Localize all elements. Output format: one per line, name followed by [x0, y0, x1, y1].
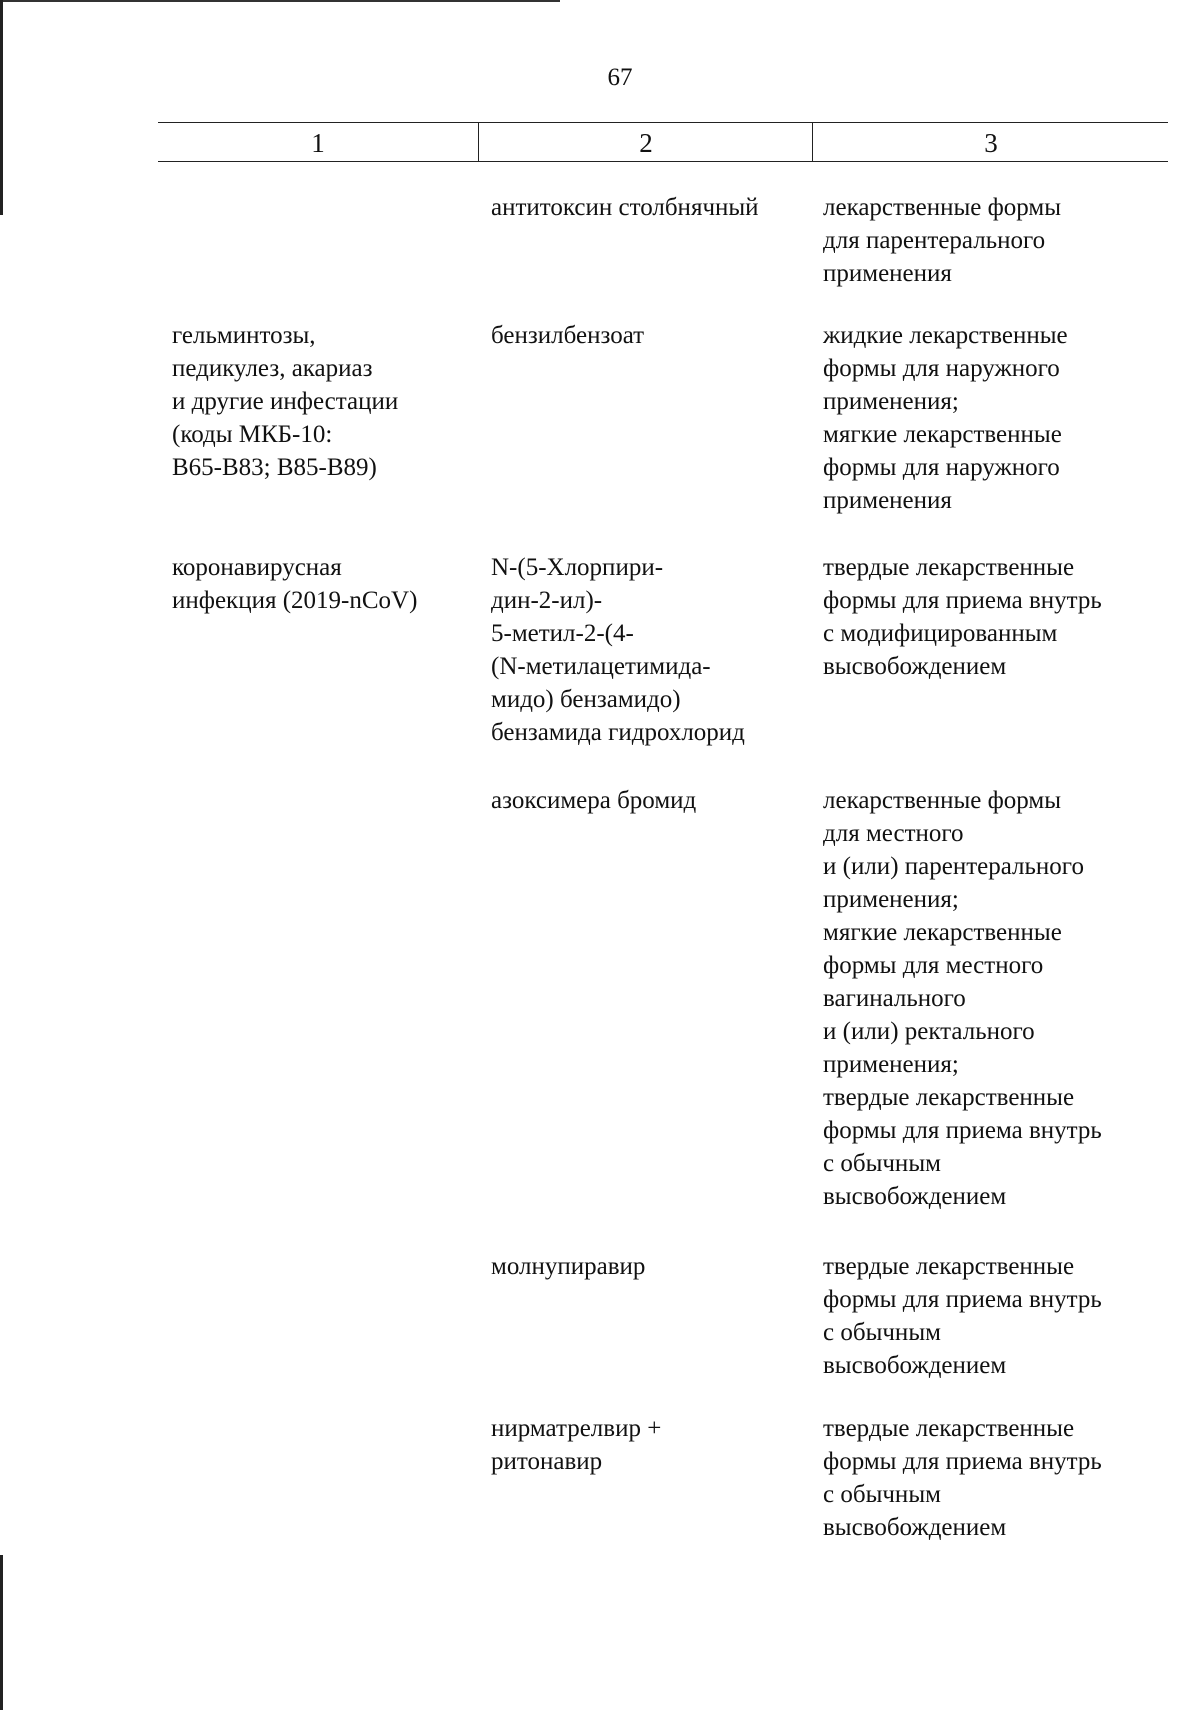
row-drug-cell: нирматрелвир + ритонавир	[491, 1415, 662, 1475]
row-forms-cell: твердые лекарственные формы для приема внутрь с обычным высвобождением	[823, 1415, 1102, 1541]
row-disease-cell: коронавирусная инфекция (2019-nCoV)	[172, 554, 418, 614]
page-number: 67	[607, 64, 633, 91]
scan-left-edge-mark	[0, 0, 3, 215]
row-forms-cell: твердые лекарственные формы для приема внутрь с обычным высвобождением	[823, 1253, 1102, 1379]
row-forms-cell: лекарственные формы для парентерального применения	[823, 194, 1062, 287]
scan-left-edge-mark	[0, 1555, 3, 1710]
table-header-row	[158, 122, 1168, 162]
row-drug-cell: азоксимера бромид	[491, 787, 697, 814]
row-drug-cell: бензилбензоат	[491, 322, 645, 349]
column-header-1: 1	[311, 128, 325, 158]
column-header-2: 2	[478, 123, 813, 161]
row-drug-cell: антитоксин столбнячный	[491, 194, 759, 221]
row-forms-cell: жидкие лекарственные формы для наружного применения; мягкие лекарственные формы для наружного применения	[823, 322, 1068, 514]
row-forms-cell: лекарственные формы для местного и (или) парентерального применения; мягкие лекарственные формы для местного вагинального и (или) ректального применения; твердые лекарственные формы для приема внутрь с обычным высвобождением	[823, 787, 1102, 1210]
row-forms-cell: твердые лекарственные формы для приема внутрь с модифицированным высвобождением	[823, 554, 1102, 680]
row-drug-cell: молнупиравир	[491, 1253, 646, 1280]
row-disease-cell: гельминтозы, педикулез, акариаз и другие инфестации (коды МКБ-10: B65-B83; B85-B89)	[172, 322, 399, 481]
scan-top-edge-line	[0, 0, 560, 2]
row-drug-cell: N-(5-Хлорпири- дин-2-ил)- 5-метил-2-(4- (N-метилацетимида- мидо) бензамидо) бензамида гидрохлорид	[491, 554, 745, 746]
column-header-3: 3	[812, 123, 1169, 161]
